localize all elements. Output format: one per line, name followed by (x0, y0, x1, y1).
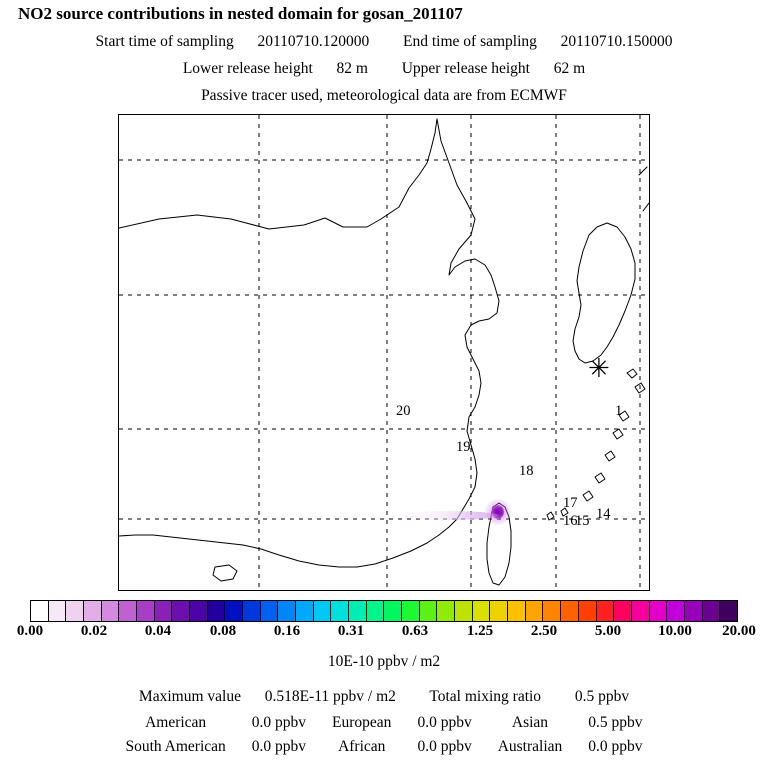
total-mixing-ratio-value: 0.5 ppbv (574, 688, 630, 705)
african-label: African (338, 738, 386, 755)
upper-release-height-label: Upper release height (401, 60, 530, 77)
map-plot-area (118, 114, 650, 591)
spacer-cell (472, 735, 498, 759)
colorbar-swatch (614, 601, 632, 621)
receptor-label-18: 18 (519, 463, 534, 479)
colorbar-tick-7: 1.25 (466, 623, 494, 639)
spacer-cell (306, 735, 332, 759)
sampling-time-line (0, 33, 768, 51)
colorbar (30, 600, 738, 622)
colorbar-swatch (561, 601, 579, 621)
colorbar-swatch (420, 601, 438, 621)
colorbar-tick-2: 0.04 (144, 623, 172, 639)
lower-release-height-label: Lower release height (182, 60, 313, 77)
colorbar-swatch (455, 601, 473, 621)
total-mixing-ratio-label: Total mixing ratio (429, 688, 542, 705)
colorbar-swatch (190, 601, 208, 621)
colorbar-tick-9: 5.00 (594, 623, 622, 639)
maximum-value-value: 0.518E-11 ppbv / m2 (264, 688, 396, 705)
colorbar-swatch (402, 601, 420, 621)
end-time-value: 20110710.150000 (560, 33, 673, 50)
summary-line (0, 688, 768, 706)
receptor-label-14: 14 (596, 506, 611, 522)
south-american-value: 0.0 ppbv (251, 738, 307, 755)
start-time-value: 20110710.120000 (257, 33, 370, 50)
lower-release-height-value: 82 m (336, 60, 368, 77)
colorbar-swatch (243, 601, 261, 621)
colorbar-swatch (84, 601, 102, 621)
receptor-label-15: 15 (575, 513, 590, 529)
spacer-cell (391, 735, 417, 759)
spacer-cell (226, 711, 252, 735)
spacer-cell (226, 735, 252, 759)
colorbar-tick-3: 0.08 (209, 623, 237, 639)
colorbar-swatch (208, 601, 226, 621)
colorbar-tick-10: 10.00 (658, 623, 692, 639)
end-time-label: End time of sampling (403, 33, 537, 50)
page-title: NO2 source contributions in nested domain for gosan_201107 (18, 4, 463, 23)
asian-label: Asian (511, 714, 549, 731)
colorbar-swatch (543, 601, 561, 621)
spacer-cell (562, 735, 588, 759)
release-location-marker: ✳ (588, 354, 610, 383)
colorbar-swatch (490, 601, 508, 621)
receptor-label-17: 17 (563, 495, 578, 511)
european-label: European (332, 714, 392, 731)
colorbar-swatch (331, 601, 349, 621)
american-label: American (145, 714, 207, 731)
tracer-note: Passive tracer used, meteorological data are from ECMWF (201, 87, 567, 104)
asian-value: 0.5 ppbv (588, 714, 643, 731)
colorbar-swatch (172, 601, 190, 621)
colorbar-swatch (278, 601, 296, 621)
colorbar-swatch (685, 601, 703, 621)
colorbar-swatch (66, 601, 84, 621)
source-region-table (0, 711, 768, 759)
spacer-cell (306, 711, 332, 735)
colorbar-swatch (667, 601, 685, 621)
colorbar-tick-1: 0.02 (80, 623, 108, 639)
colorbar-swatch (579, 601, 597, 621)
colorbar-tick-8: 2.50 (530, 623, 558, 639)
australian-value: 0.0 ppbv (588, 738, 643, 755)
spacer-cell (391, 711, 417, 735)
colorbar-swatch (384, 601, 402, 621)
release-height-line (0, 60, 768, 78)
colorbar-swatch (437, 601, 455, 621)
colorbar-tick-0: 0.00 (16, 623, 44, 639)
colorbar-swatch (720, 601, 737, 621)
spacer-cell (472, 711, 498, 735)
start-time-label: Start time of sampling (95, 33, 234, 50)
colorbar-tick-5: 0.31 (337, 623, 365, 639)
colorbar-swatch (473, 601, 491, 621)
colorbar-swatch (31, 601, 49, 621)
colorbar-swatch (508, 601, 526, 621)
american-value: 0.0 ppbv (251, 714, 307, 731)
european-value: 0.0 ppbv (417, 714, 472, 731)
upper-release-height-value: 62 m (553, 60, 586, 77)
maximum-value-label: Maximum value (138, 688, 241, 705)
colorbar-swatch (349, 601, 367, 621)
south-american-label: South American (125, 738, 226, 755)
receptor-label-19: 19 (456, 439, 471, 455)
african-value: 0.0 ppbv (417, 738, 472, 755)
colorbar-tick-labels (0, 623, 768, 641)
colorbar-swatch (296, 601, 314, 621)
colorbar-swatch (703, 601, 721, 621)
colorbar-swatch (102, 601, 120, 621)
colorbar-swatch (526, 601, 544, 621)
colorbar-unit-label: 10E-10 ppbv / m2 (327, 653, 441, 670)
colorbar-swatch (650, 601, 668, 621)
colorbar-swatch (261, 601, 279, 621)
colorbar-swatch (137, 601, 155, 621)
colorbar-swatch (367, 601, 385, 621)
colorbar-tick-6: 0.63 (401, 623, 429, 639)
colorbar-swatch (49, 601, 67, 621)
receptor-label-16: 16 (563, 513, 578, 529)
colorbar-swatch (314, 601, 332, 621)
colorbar-swatch (597, 601, 615, 621)
australian-label: Australian (497, 738, 563, 755)
table-row (125, 735, 642, 759)
colorbar-swatch (119, 601, 137, 621)
colorbar-swatch (155, 601, 173, 621)
colorbar-swatch (225, 601, 243, 621)
spacer-cell (562, 711, 588, 735)
receptor-label-20: 20 (396, 403, 411, 419)
colorbar-tick-11: 20.00 (722, 623, 756, 639)
colorbar-swatch (632, 601, 650, 621)
receptor-label-1: 1 (615, 403, 623, 419)
colorbar-tick-4: 0.16 (273, 623, 301, 639)
table-row (125, 711, 642, 735)
